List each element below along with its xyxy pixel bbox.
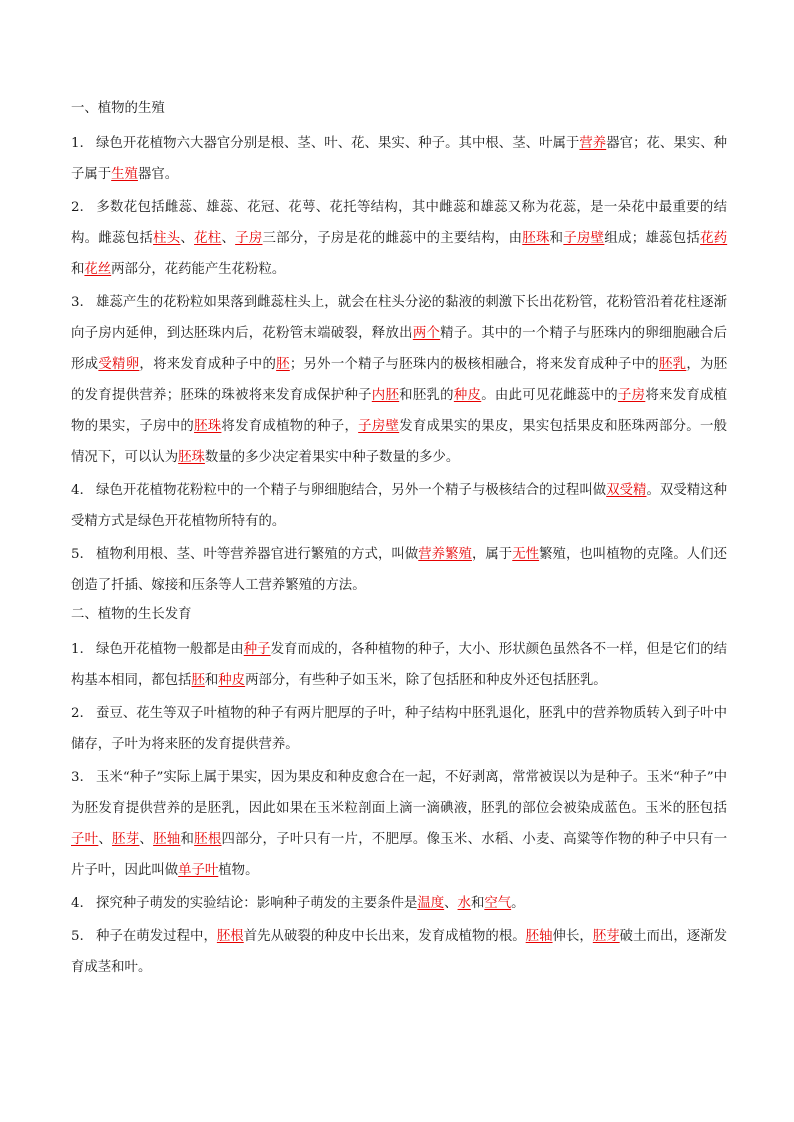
item-text: 、	[180, 231, 195, 246]
item-text: 和胚乳的	[399, 388, 454, 403]
answer-term: 胚轴	[153, 832, 181, 847]
item-text: 两部分，花药能产生花粉粒。	[111, 262, 286, 277]
item-text: 、	[444, 896, 458, 911]
item-text: 绿色开花植物一般都是由	[96, 642, 244, 657]
item-text: 、	[139, 832, 154, 847]
list-item	[71, 921, 727, 983]
item-text: 四部分，子叶只有一片，不肥厚。像玉米、水稻、小麦、高粱等作物的种子中只有一片子叶，因此叫做	[71, 832, 728, 878]
item-text: ，为胚的发育提供营养；胚珠的珠被将来发育成保护种子	[71, 357, 728, 403]
answer-term: 子房	[617, 388, 646, 403]
answer-term: 胚	[276, 357, 290, 372]
list-item	[71, 475, 727, 537]
item-number: 3.	[71, 770, 84, 785]
item-text: 和	[71, 262, 85, 277]
answer-term: 胚根	[216, 929, 244, 944]
item-text: 蚕豆、花生等双子叶植物的种子有两片肥厚的子叶，种子结构中胚乳退化，胚乳中的营养物质转入到子叶中储存，子叶为将来胚的发育提供营养。	[71, 706, 727, 752]
answer-term: 营养繁殖	[418, 547, 472, 562]
item-text: 和	[470, 896, 485, 911]
item-text: 将来发育成植物的果实，子房中的	[71, 388, 728, 434]
list-item	[71, 634, 727, 696]
item-number: 3.	[71, 295, 84, 310]
list-item	[71, 539, 727, 601]
list-item	[71, 698, 727, 760]
answer-term: 子叶	[71, 832, 99, 847]
item-text: 伸长，	[552, 929, 593, 944]
item-text: 数量的多少决定着果实中种子数量的多少。	[204, 450, 460, 465]
answer-term: 种皮	[218, 673, 246, 688]
item-text: 发育成果实的果皮，果实包括果皮和胚珠两部分。一般情况下，可以认为	[71, 419, 728, 465]
item-text: 组成；雄蕊包括	[604, 231, 701, 246]
answer-term: 种子	[243, 642, 271, 657]
item-number: 1.	[71, 642, 84, 657]
item-number: 2.	[71, 200, 84, 215]
item-text: 、	[221, 231, 236, 246]
answer-term: 花药	[700, 231, 728, 246]
answer-term: 胚珠	[178, 450, 205, 465]
item-text: 玉米“种子”实际上属于果实，因为果皮和种皮愈合在一起，不好剥离，常常被误以为是种子。玉米“种子”中为胚发育提供营养的是胚乳，因此如果在玉米粒剖面上滴一滴碘液，胚乳的部位会被染成蓝色。玉米的胚包括	[71, 770, 727, 816]
item-number: 4.	[71, 483, 84, 498]
item-text: 破土而出，逐渐发育成茎和叶。	[71, 929, 728, 975]
item-number: 4.	[71, 896, 84, 911]
list-item	[71, 192, 727, 285]
item-number: 1.	[71, 136, 84, 151]
item-number: 2.	[71, 706, 84, 721]
item-text: 探究种子萌发的实验结论：影响种子萌发的主要条件是	[96, 896, 418, 911]
item-text: 发育而成的，各种植物的种子，大小、形状颜色虽然各不一样，但是它们的结构基本相同，都包括	[71, 642, 728, 688]
item-text: 和	[549, 231, 564, 246]
answer-term: 胚根	[194, 832, 222, 847]
item-text: 繁殖，也叫植物的克隆。人们还创造了扦插、嫁接和压条等人工营养繁殖的方法。	[71, 547, 728, 593]
document-page	[71, 97, 727, 985]
answer-term: 空气	[484, 896, 512, 911]
item-number: 5.	[71, 929, 84, 944]
answer-term: 花柱	[194, 231, 222, 246]
answer-term: 温度	[417, 896, 445, 911]
answer-term: 受精卵	[98, 357, 140, 372]
answer-term: 单子叶	[178, 863, 219, 878]
answer-term: 胚乳	[658, 357, 687, 372]
item-text: 绿色开花植物六大器官分别是根、茎、叶、花、果实、种子。其中根、茎、叶属于	[96, 136, 580, 151]
answer-term: 胚珠	[194, 419, 222, 434]
item-number: 5.	[71, 547, 84, 562]
item-text: 。由此可见花雌蕊中的	[481, 388, 618, 403]
answer-term: 子房壁	[358, 419, 400, 434]
list-item	[71, 128, 727, 190]
answer-term: 无性	[512, 547, 540, 562]
item-text: 绿色开花植物花粉粒中的一个精子与卵细胞结合，另外一个精子与极核结合的过程叫做	[96, 483, 607, 498]
item-text: 多数花包括雌蕊、雄蕊、花冠、花萼、花托等结构，其中雌蕊和雄蕊又称为花蕊，是一朵花中最重要的结构。雌蕊包括	[71, 200, 727, 246]
item-text: 植物。	[218, 863, 259, 878]
item-text: 。	[511, 896, 525, 911]
answer-term: 子房	[235, 231, 263, 246]
item-text: 种子在萌发过程中，	[96, 929, 217, 944]
item-text: 三部分，子房是花的雌蕊中的主要结构，由	[262, 231, 523, 246]
answer-term: 胚轴	[525, 929, 553, 944]
item-text: 两部分，有些种子如玉米，除了包括胚和种皮外还包括胚乳。	[245, 673, 607, 688]
section-heading: 二、植物的生长发育	[71, 607, 192, 622]
item-text: ，将来发育成种子中的	[139, 357, 277, 372]
list-item	[71, 287, 727, 473]
answer-term: 营养	[579, 136, 607, 151]
answer-term: 子房壁	[563, 231, 605, 246]
answer-term: 双受精	[606, 483, 647, 498]
answer-term: 花丝	[84, 262, 112, 277]
item-text: 将发育成植物的种子，	[221, 419, 359, 434]
item-text: 和	[204, 673, 219, 688]
item-text: 植物利用根、茎、叶等营养器官进行繁殖的方式，叫做	[96, 547, 419, 562]
item-text: 器官；花、果实、种子属于	[71, 136, 728, 182]
item-text: ，属于	[471, 547, 513, 562]
list-item	[71, 762, 727, 886]
list-item	[71, 888, 727, 919]
item-text: 、	[98, 832, 113, 847]
answer-term: 胚芽	[592, 929, 620, 944]
item-text: 器官。	[137, 167, 179, 182]
item-text: 和	[180, 832, 195, 847]
section-heading: 一、植物的生殖	[71, 101, 165, 116]
answer-term: 种皮	[453, 388, 482, 403]
answer-term: 内胚	[371, 388, 400, 403]
item-text: 雄蕊产生的花粉粒如果落到雌蕊柱头上，就会在柱头分泌的黏液的刺激下长出花粉管，花粉管沿着花柱逐渐向子房内延伸，到达胚珠内后，花粉管末端破裂，释放出	[71, 295, 727, 341]
item-text: 精子。其中的一个精子与胚珠内的卵细胞融合后形成	[71, 326, 728, 372]
item-text: 首先从破裂的种皮中长出来，发育成植物的根。	[243, 929, 526, 944]
answer-term: 生殖	[111, 167, 138, 182]
answer-term: 胚	[191, 673, 205, 688]
answer-term: 胚珠	[522, 231, 550, 246]
answer-term: 胚芽	[112, 832, 140, 847]
answer-term: 柱头	[153, 231, 181, 246]
answer-term: 两个	[412, 326, 441, 341]
item-text: 。双受精这种受精方式是绿色开花植物所特有的。	[71, 483, 728, 529]
item-text: ；另外一个精子与胚珠内的极核相融合，将来发育成种子中的	[289, 357, 659, 372]
answer-term: 水	[457, 896, 471, 911]
